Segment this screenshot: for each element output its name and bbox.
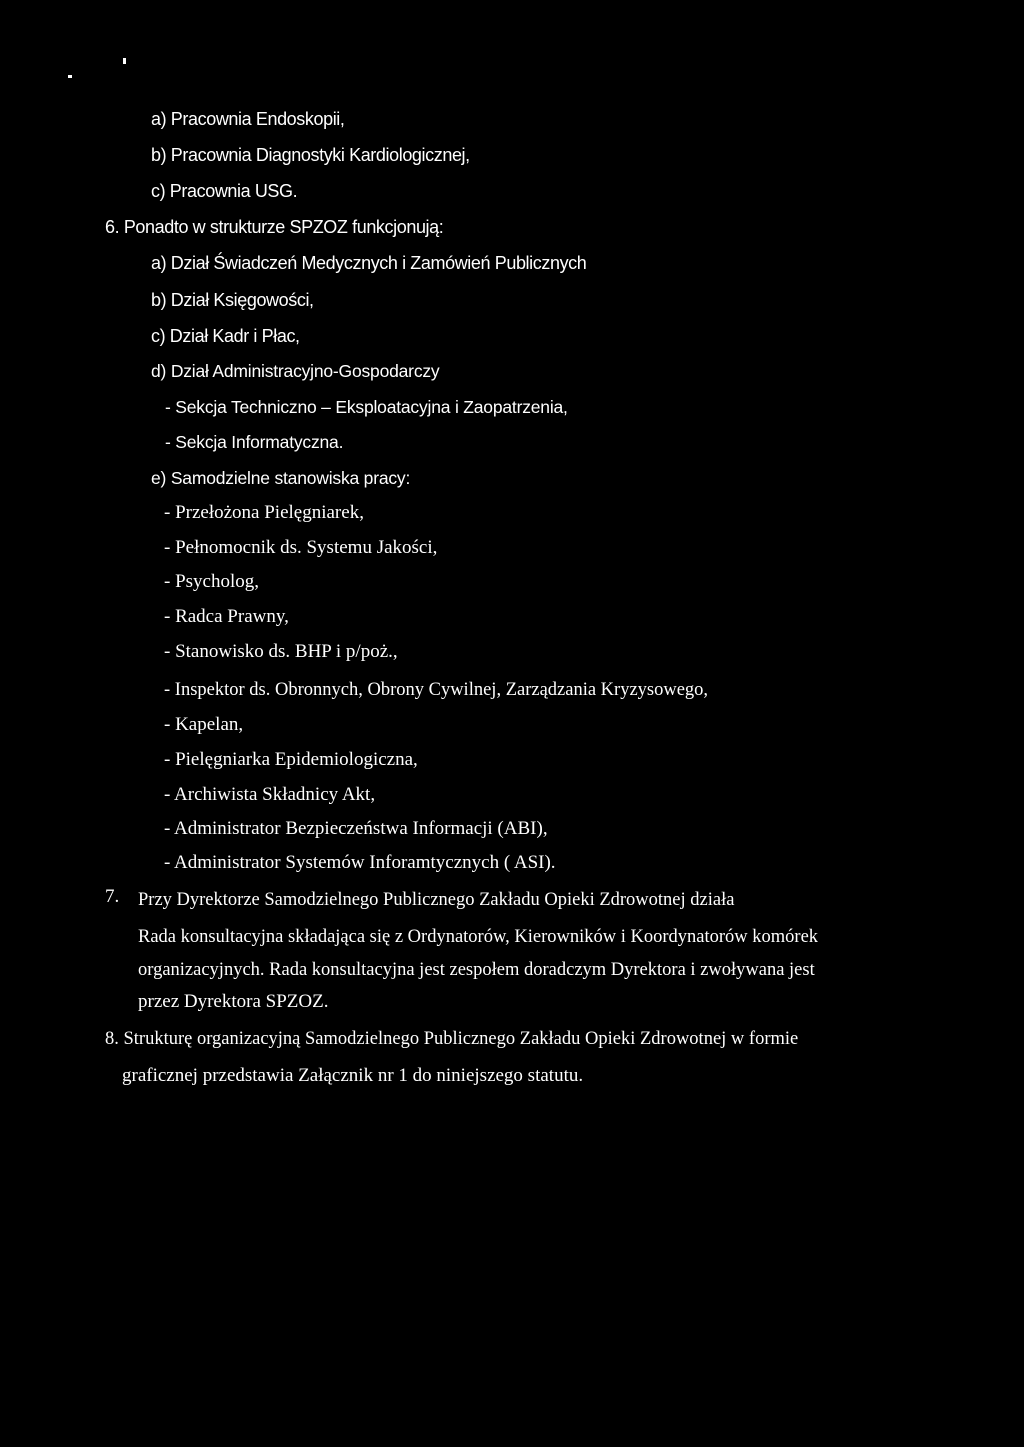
list-subitem: - Kapelan, (164, 714, 244, 735)
list-subitem: - Pełnomocnik ds. Systemu Jakości, (164, 537, 438, 558)
scan-speck (123, 58, 126, 64)
list-subitem: - Pielęgniarka Epidemiologiczna, (164, 749, 418, 770)
section-number: 7. (105, 886, 120, 907)
list-subitem: - Sekcja Techniczno – Eksploatacyjna i Zaopatrzenia, (165, 397, 568, 417)
list-subitem: - Inspektor ds. Obronnych, Obrony Cywilnej, Zarządzania Kryzysowego, (164, 680, 709, 700)
list-subitem: - Przełożona Pielęgniarek, (164, 502, 364, 523)
list-item: b) Pracownia Diagnostyki Kardiologicznej, (151, 145, 470, 165)
list-subitem: - Stanowisko ds. BHP i p/poż., (164, 641, 398, 662)
list-subitem: - Sekcja Informatyczna. (165, 432, 344, 452)
list-item: a) Dział Świadczeń Medycznych i Zamówień Publicznych (151, 253, 587, 273)
list-subitem: - Administrator Bezpieczeństwa Informacji (ABI), (164, 818, 548, 839)
paragraph-line: 8. Strukturę organizacyjną Samodzielnego Publicznego Zakładu Opieki Zdrowotnej w formie (105, 1029, 799, 1049)
paragraph-line: Rada konsultacyjna składająca się z Ordynatorów, Kierowników i Koordynatorów komórek (138, 927, 819, 947)
paragraph-line: graficznej przedstawia Załącznik nr 1 do niniejszego statutu. (122, 1065, 584, 1086)
scan-speck (68, 75, 72, 78)
list-subitem: - Psycholog, (164, 571, 259, 592)
list-item: c) Dział Kadr i Płac, (151, 326, 300, 346)
paragraph-line: Przy Dyrektorze Samodzielnego Publicznego Zakładu Opieki Zdrowotnej działa (138, 890, 735, 910)
list-item: a) Pracownia Endoskopii, (151, 109, 345, 129)
paragraph-line: organizacyjnych. Rada konsultacyjna jest zespołem doradczym Dyrektora i zwoływana jest (138, 960, 815, 980)
list-subitem: - Archiwista Składnicy Akt, (164, 784, 376, 805)
list-item: e) Samodzielne stanowiska pracy: (151, 468, 411, 488)
list-item: c) Pracownia USG. (151, 181, 298, 201)
list-item: d) Dział Administracyjno-Gospodarczy (151, 361, 440, 381)
list-item: b) Dział Księgowości, (151, 290, 314, 310)
section-heading: 6. Ponadto w strukturze SPZOZ funkcjonują: (105, 217, 444, 237)
list-subitem: - Radca Prawny, (164, 606, 289, 627)
list-subitem: - Administrator Systemów Inforamtycznych ( ASI). (164, 852, 556, 873)
paragraph-line: przez Dyrektora SPZOZ. (138, 991, 329, 1012)
